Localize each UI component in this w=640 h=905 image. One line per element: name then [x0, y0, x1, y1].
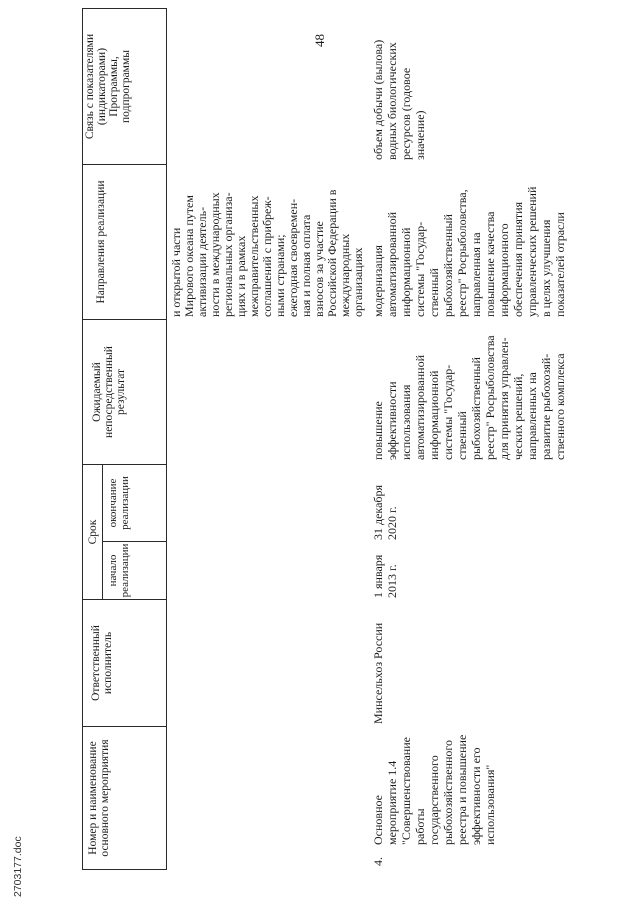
- cell-text-line: 2020 г.: [385, 506, 399, 540]
- cell-text-line: использования: [399, 384, 413, 460]
- header-executor: [82, 599, 167, 727]
- cell-text-line: показателей отрасли: [553, 212, 567, 317]
- cell-text-line: рыбохозяйственного: [441, 739, 455, 845]
- header-text-line: исполнитель: [102, 631, 114, 695]
- header-text-line: Программы,: [108, 56, 120, 117]
- cell-text-line: водных биологических: [385, 42, 399, 160]
- cell-text-line: ная и полная оплата: [299, 214, 313, 317]
- cell-text-line: направленных на: [525, 372, 539, 460]
- header-text-line: (индикаторами): [96, 47, 108, 126]
- cell-text-line: развитие рыбохозяй-: [539, 353, 553, 460]
- cell-text-line: работы: [413, 808, 427, 845]
- cell-text-line: "Совершенствование: [399, 737, 413, 845]
- cell-text-line: реестр" Росрыболовства: [483, 335, 497, 460]
- header-text-line: подпрограммы: [120, 50, 132, 123]
- header-text-line: Ожидаемый: [91, 362, 103, 422]
- header-expected-result: [82, 319, 167, 465]
- header-text-line: результат: [115, 368, 127, 416]
- header-text-line: реализации: [119, 543, 131, 598]
- cell-directions: [170, 190, 365, 317]
- header-directions: [82, 164, 167, 320]
- cell-text-line: активизации деятель-: [195, 206, 209, 317]
- header-indicators: [82, 8, 167, 165]
- cell-text-line: ности в международных: [208, 192, 222, 317]
- cell-activity-name: [371, 735, 497, 845]
- cell-text-line: Мирового океана путем: [182, 195, 196, 317]
- cell-text-line: автоматизированной: [413, 354, 427, 460]
- cell-text-line: международных: [338, 233, 352, 317]
- cell-text-line: информационной: [427, 370, 441, 460]
- cell-text-line: взносов за участие: [312, 221, 326, 317]
- cell-text-line: системы "Государ-: [441, 364, 455, 460]
- cell-text-line: Минсельхоз России: [371, 622, 385, 724]
- cell-text-line: повышение: [371, 401, 385, 460]
- cell-text-line: для принятия управлен-: [497, 337, 511, 460]
- cell-term-end: [371, 485, 399, 540]
- cell-text-line: ственный: [427, 268, 441, 317]
- cell-text-line: 1 января: [371, 554, 385, 598]
- cell-text-line: рыбохозяйственный: [441, 214, 455, 317]
- cell-text-line: 2013 г.: [385, 564, 399, 598]
- cell-row-number: 4.: [371, 857, 385, 866]
- cell-term-start: [371, 555, 399, 598]
- cell-text-line: системы "Государ-: [413, 221, 427, 317]
- page-number: 48: [312, 34, 327, 47]
- cell-text-line: управленческих решений: [525, 186, 539, 317]
- cell-text-line: объем добычи (вылова): [371, 39, 385, 160]
- cell-text-line: государственного: [427, 755, 441, 845]
- cell-text-line: межправительственных: [247, 195, 261, 317]
- cell-expected-result: [371, 335, 567, 460]
- cell-text-line: ческих решений,: [511, 373, 525, 460]
- cell-text-line: региональных организа-: [221, 192, 235, 317]
- header-text-line: Номер и наименование: [87, 741, 99, 855]
- header-text-line: реализации: [119, 476, 131, 530]
- cell-text-line: обеспечения принятия: [511, 201, 525, 317]
- cell-text-line: и открытой части: [169, 227, 183, 317]
- cell-text-line: модернизация: [371, 245, 385, 317]
- cell-text-line: в целях улучшения: [539, 219, 553, 317]
- header-text-line: окончание: [107, 478, 119, 528]
- cell-text-line: направленная на: [469, 232, 483, 317]
- cell-text-line: эффективности его: [469, 747, 483, 845]
- cell-text-line: ресурсов (годовое: [399, 67, 413, 160]
- cell-text-line: использования": [483, 764, 497, 845]
- cell-text-line: Основное: [371, 795, 385, 845]
- cell-text-line: организациях: [351, 247, 365, 317]
- header-text-line: основного мероприятия: [99, 739, 111, 857]
- cell-text-line: соглашений с прибреж-: [260, 196, 274, 317]
- header-text-line: начало: [107, 554, 119, 587]
- header-text-line: Связь с показателями: [84, 33, 96, 140]
- cell-text-line: ственного комплекса: [553, 353, 567, 460]
- cell-text-line: ственный: [455, 411, 469, 460]
- header-term-end: [102, 464, 167, 542]
- cell-text-line: мероприятие 1.4: [385, 760, 399, 845]
- cell-text-line: ными странами;: [273, 234, 287, 317]
- file-name-footer: 2703177.doc: [12, 836, 24, 897]
- header-text-line: непосредственный: [103, 346, 115, 438]
- header-term: Срок: [82, 464, 103, 600]
- header-number-name: [82, 726, 167, 870]
- cell-text-line: автоматизированной: [385, 211, 399, 317]
- cell-text-line: эффективности: [385, 381, 399, 460]
- cell-text-line: значение): [413, 110, 427, 160]
- cell-text-line: реестр" Росрыболовства,: [455, 189, 469, 317]
- cell-text-line: информационного: [497, 223, 511, 317]
- cell-text-line: повышение качества: [483, 211, 497, 317]
- cell-text-line: циях и в рамках: [234, 235, 248, 317]
- cell-directions: [371, 187, 567, 317]
- cell-text-line: реестра и повышение: [455, 734, 469, 845]
- header-text-line: Ответственный: [90, 625, 102, 701]
- header-term-start: [102, 541, 167, 600]
- cell-text-line: рыбохозяйственный: [469, 357, 483, 460]
- cell-text-line: Российской Федерации в: [325, 189, 339, 317]
- header-text-line: Направления реализации: [95, 180, 107, 304]
- cell-indicators: [371, 40, 427, 160]
- cell-text-line: информационной: [399, 227, 413, 317]
- cell-text-line: ежегодная своевремен-: [286, 198, 300, 317]
- cell-executor: [371, 623, 385, 724]
- cell-text-line: 31 декабря: [371, 484, 385, 540]
